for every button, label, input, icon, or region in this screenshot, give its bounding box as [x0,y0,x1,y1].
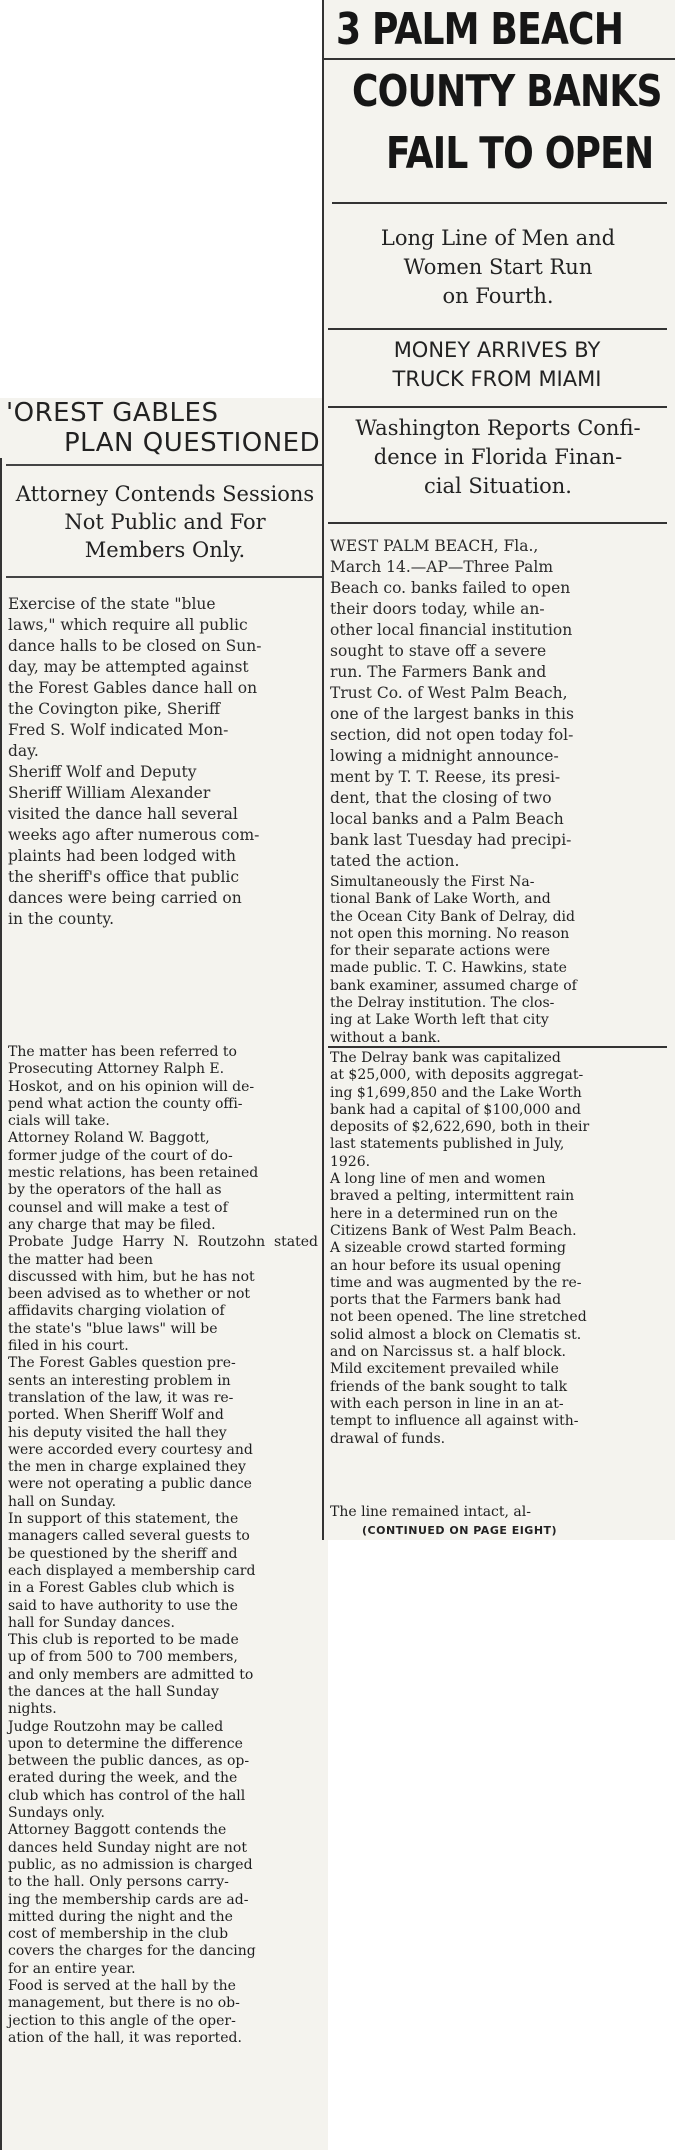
continued-note: (CONTINUED ON PAGE EIGHT) [362,1524,558,1537]
right-headline-line1: 3 PALM BEACH [336,4,624,55]
headline-rule [6,464,328,466]
column-rule-left [0,458,2,2150]
deck2-rule-right [328,522,667,524]
deck-rule [6,576,328,578]
left-body-large: Exercise of the state "blue laws," which require all public dance halls to be closed on Sun- day, may be attempted against the Forest Gables dance hall on the Covington pike, Sheriff Fred S. Wolf indicated Mon- day. Sheriff Wolf and Deputy Sheriff William Alexander visited the dance hall several weeks ago after numerous com- plaints had been lodged with the sheriff's office that public dances were being carried on in the county. [8,595,262,928]
masthead-rule [322,58,675,60]
right-body-last: The line remained intact, al- [330,1504,531,1520]
left-headline-line1: 'OREST GABLES [6,398,219,428]
right-headline-line2: COUNTY BANKS [352,66,662,117]
headline-rule-right [332,202,667,204]
right-deck-2: Washington Reports Confi- dence in Florida Finan- cial Situation. [355,416,641,498]
left-deck: Attorney Contends Sessions Not Public and For Members Only. [15,482,315,562]
subhead-rule-right [328,406,667,408]
section-rule-right [328,1046,667,1048]
left-headline-line2: PLAN QUESTIONED [64,428,321,458]
right-body-small-2: The Delray bank was capitalized at $25,000, with deposits aggregat- ing $1,699,850 and the Lake Worth bank had a capital of $100,000 and deposits of $2,622,690, both in their last statements published in July, 1926. A long line of men and women braved a pelting, intermittent rain here in a determined run on the Citizens Bank of West Palm Beach. A sizeable crowd started forming an hour before its usual opening time and was augmented by the re- ports that the Farmers bank had not been opened. The line stretched solid almost a block on Clematis st. and on Narcissus st. a half block. Mild excitement prevailed while friends of the bank sought to talk with each person in line in an at- tempt to influence all against with- drawal of funds. [330,1050,590,1447]
column-rule-right [322,0,324,1540]
right-deck-1: Long Line of Men and Women Start Run on Fourth. [380,226,616,308]
left-body-small: The matter has been referred to Prosecuting Attorney Ralph E. Hoskot, and on his opinion will de- pend what action the county offi- cials will take. Attorney Roland W. Baggott, former judge of the court of do- mestic relations, has been retained by the operators of the hall as counsel and will make a test of any charge that may be filed. Probate Judge Harry N. Routzohn stated the matter had been discussed with him, but he has not been advised as to whether or not affidavits charging violation of the state's "blue laws" will be filed in his court. The Forest Gables question pre- sents an interesting problem in translation of the law, it was re- ported. When Sheriff Wolf and his deputy visited the hall they were accorded every courtesy and the men in charge explained they were not operating a public dance hall on Sunday. In support of this statement, the managers called several guests to be questioned by the sheriff and each displayed a membership card in a Forest Gables club which is said to have authority to use the hall for Sunday dances. This club is reported to be made up of from 500 to 700 members, and only members are admitted to the dances at the hall Sunday nights. Judge Routzohn may be called upon to determine the difference between the public dances, as op- erated during the week, and the club which has control of the hall Sundays only. Attorney Baggott contends the dances held Sunday night are not public, as no admission is charged to the hall. Only persons carry- ing the membership cards are ad- mitted during the night and the cost of membership in the club covers the charges for the dancing for an entire year. Food is served at the hall by the management, but there is no ob- jection to this angle of the oper- ation of the hall, it was reported. [8,1044,318,2046]
left-article-clipping [0,398,328,2150]
right-subhead: MONEY ARRIVES BY TRUCK FROM MIAMI [392,338,602,391]
deck-rule-right [328,328,667,330]
right-body-small: Simultaneously the First Na- tional Bank of Lake Worth, and the Ocean City Bank of Delray, did not open this morning. No reason for their separate actions were made public. T. C. Hawkins, state bank examiner, assumed charge of the Delray institution. The clos- ing at Lake Worth left that city without a bank. [330,874,577,1046]
right-body-large: WEST PALM BEACH, Fla., March 14.—AP—Three Palm Beach co. banks failed to open their doors today, while an- other local financial institution sought to stave off a severe run. The Farmers Bank and Trust Co. of West Palm Beach, one of the largest banks in this section, did not open today fol- lowing a midnight announce- ment by T. T. Reese, its presi- dent, that the closing of two local banks and a Palm Beach bank last Tuesday had precipi- tated the action. [330,537,574,870]
right-article-clipping [322,0,675,1540]
right-headline-line3: FAIL TO OPEN [386,128,654,179]
